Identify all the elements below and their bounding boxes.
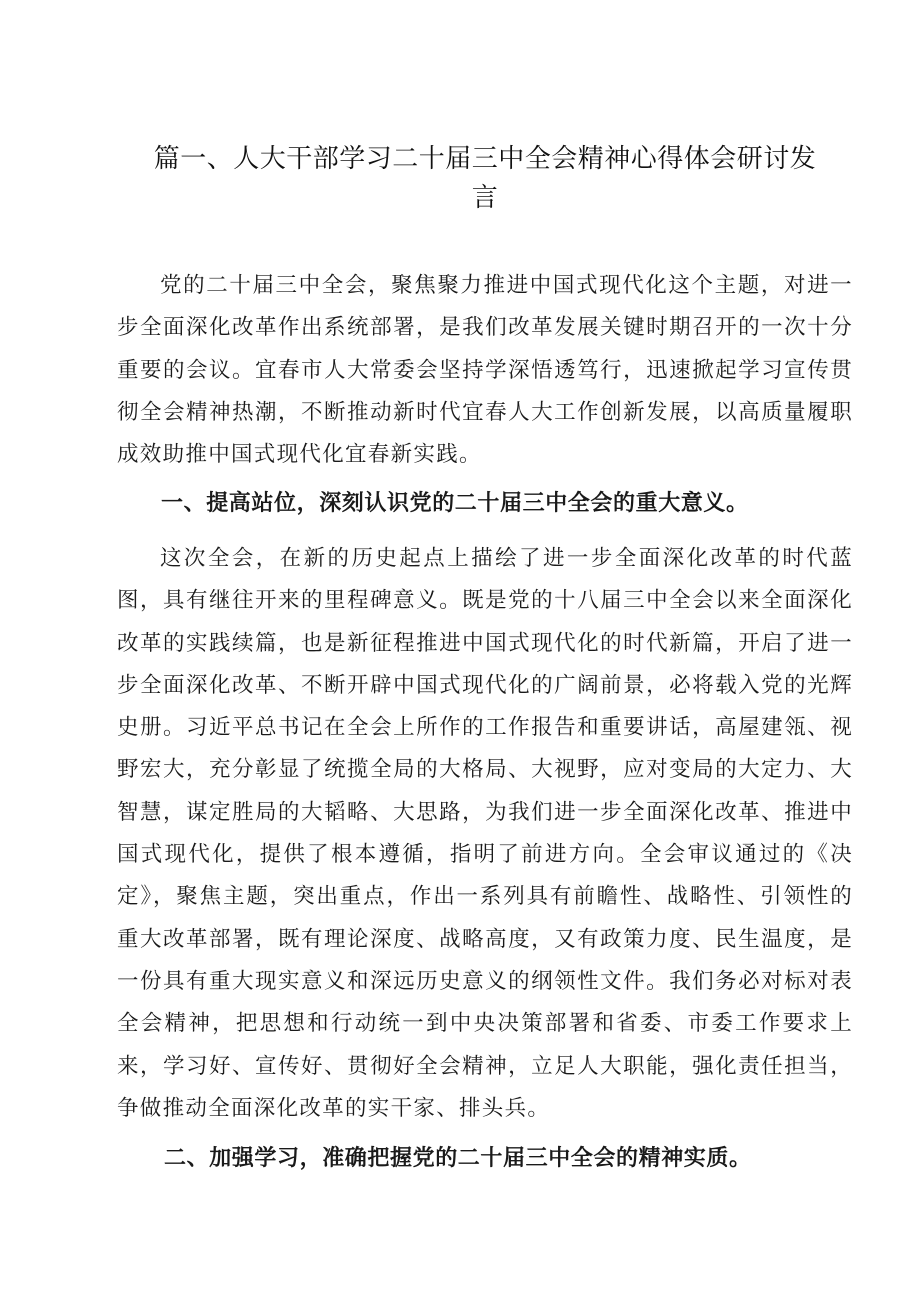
title-line-2: 言: [471, 183, 499, 213]
section-1-paragraph: 这次全会，在新的历史起点上描绘了进一步全面深化改革的时代蓝图，具有继往开来的里程碑意义。既是党的十八届三中全会以来全面深化改革的实践续篇，也是新征程推进中国式现代化的时代新篇，开启了进一步全面深化改革、不断开辟中国式现代化的广阔前景，必将载入党的光辉史册。习近平总书记在全会上所作的工作报告和重要讲话，高屋建瓴、视野宏大，充分彰显了统揽全局的大格局、大视野，应对变局的大定力、大智慧，谋定胜局的大韬略、大思路，为我们进一步全面深化改革、推进中国式现代化，提供了根本遵循，指明了前进方向。全会审议通过的《决定》，聚焦主题，突出重点，作出一系列具有前瞻性、战略性、引领性的重大改革部署，既有理论深度、战略高度，又有政策力度、民生温度，是一份具有重大现实意义和深远历史意义的纲领性文件。我们务必对标对表全会精神，把思想和行动统一到中央决策部署和省委、市委工作要求上来，学习好、宣传好、贯彻好全会精神，立足人大职能，强化责任担当，争做推动全面深化改革的实干家、排头兵。: [117, 546, 853, 1121]
intro-paragraph: 党的二十届三中全会，聚焦聚力推进中国式现代化这个主题，对进一步全面深化改革作出系统部署，是我们改革发展关键时期召开的一次十分重要的会议。宜春市人大常委会坚持学深悟透笃行，迅速掀起学习宣传贯彻全会精神热潮，不断推动新时代宜春人大工作创新发展，以高质量履职成效助推中国式现代化宜春新实践。: [117, 273, 853, 468]
section-heading-1: 一、提高站位，深刻认识党的二十届三中全会的重大意义。: [161, 491, 749, 516]
section-heading-2: 二、加强学习，准确把握党的二十届三中全会的精神实质。: [164, 1146, 752, 1171]
title-line-1: 篇一、人大干部学习二十届三中全会精神心得体会研讨发: [153, 144, 817, 174]
document-title: [150, 140, 820, 218]
